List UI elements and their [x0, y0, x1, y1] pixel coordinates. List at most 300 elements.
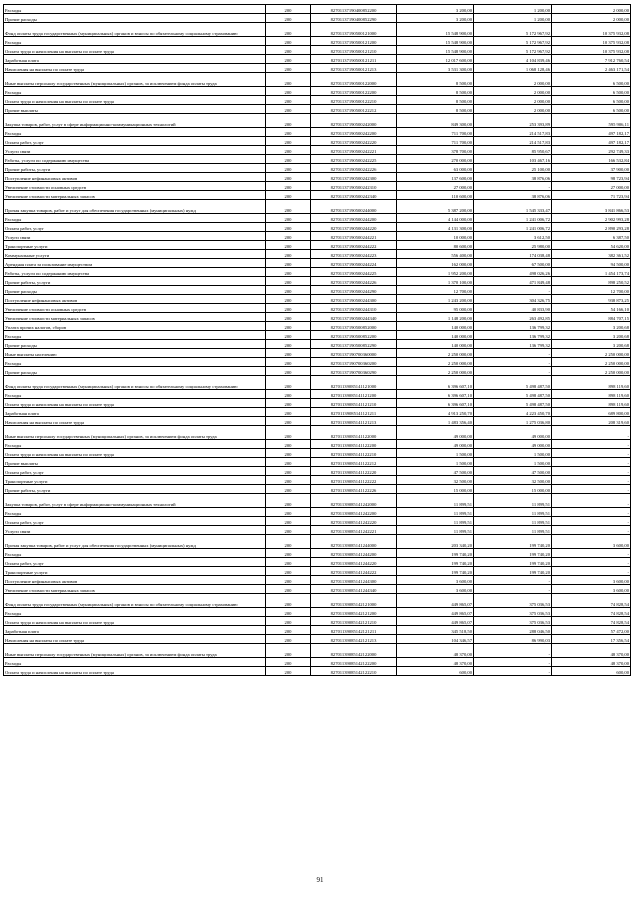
table-row	[4, 182, 631, 191]
line-code-cell: 200	[266, 64, 311, 73]
line-code-cell: 200	[266, 5, 311, 14]
table-row	[4, 508, 631, 517]
remaining-amount-cell: -	[552, 458, 631, 467]
line-code-cell: 200	[266, 155, 311, 164]
approved-amount-cell: 11 899,51	[397, 526, 474, 535]
budget-code-cell: 82701139085141244000	[311, 535, 397, 549]
budget-code-cell: 82701139085141122220	[311, 467, 397, 476]
line-code-cell: 200	[266, 349, 311, 358]
executed-amount-cell: 4 104 839,46	[474, 55, 552, 64]
table-row	[4, 376, 631, 390]
table-row	[4, 295, 631, 304]
item-name-cell: Поступление нефинансовых активов	[4, 576, 266, 585]
table-row	[4, 340, 631, 349]
remaining-amount-cell: 292 749,33	[552, 146, 631, 155]
executed-amount-cell: 2 000,00	[474, 73, 552, 87]
table-row	[4, 576, 631, 585]
budget-code-cell: 82701137190500122212	[311, 105, 397, 114]
table-row	[4, 5, 631, 14]
line-code-cell: 200	[266, 390, 311, 399]
line-code-cell: 200	[266, 485, 311, 494]
remaining-amount-cell: 2 250 000,00	[552, 349, 631, 358]
line-code-cell: 200	[266, 200, 311, 214]
approved-amount-cell: 3 200,00	[397, 14, 474, 23]
line-code-cell: 200	[266, 14, 311, 23]
remaining-amount-cell: 898 119,60	[552, 376, 631, 390]
line-code-cell: 200	[266, 241, 311, 250]
executed-amount-cell: 25 980,00	[474, 241, 552, 250]
item-name-cell: Уплата прочих налогов, сборов	[4, 322, 266, 331]
executed-amount-cell: -	[474, 658, 552, 667]
budget-code-cell: 82701139085141244300	[311, 576, 397, 585]
line-code-cell: 200	[266, 376, 311, 390]
approved-amount-cell: 449 865,07	[397, 594, 474, 608]
table-row	[4, 658, 631, 667]
executed-amount-cell: -	[474, 576, 552, 585]
budget-code-cell: 82701137190500244340	[311, 313, 397, 322]
approved-amount-cell: 199 740,20	[397, 549, 474, 558]
approved-amount-cell: 3 600,00	[397, 585, 474, 594]
table-row	[4, 128, 631, 137]
executed-amount-cell: 288 046,50	[474, 626, 552, 635]
executed-amount-cell: 1 068 128,46	[474, 64, 552, 73]
budget-code-cell: 82701137190700360000	[311, 349, 397, 358]
remaining-amount-cell: 1 454 173,74	[552, 268, 631, 277]
remaining-amount-cell: 884 707,15	[552, 313, 631, 322]
table-row	[4, 46, 631, 55]
approved-amount-cell: 1 500,00	[397, 458, 474, 467]
item-name-cell: Увеличение стоимости материальных запасов	[4, 585, 266, 594]
remaining-amount-cell: 2 902 993,28	[552, 214, 631, 223]
approved-amount-cell: 110 600,00	[397, 191, 474, 200]
table-row	[4, 399, 631, 408]
budget-code-cell: 82701139085141122200	[311, 440, 397, 449]
table-row	[4, 567, 631, 576]
approved-amount-cell: 556 400,00	[397, 250, 474, 259]
item-name-cell: Фонд оплаты труда государственных (муниципальных) органов и взносы по обязательному социальному страхованию	[4, 594, 266, 608]
item-name-cell: Прочая закупка товаров, работ и услуг для обеспечения государственных (муниципальных) нужд	[4, 200, 266, 214]
line-code-cell: 200	[266, 549, 311, 558]
executed-amount-cell: 136 799,32	[474, 322, 552, 331]
item-name-cell: Расходы	[4, 508, 266, 517]
remaining-amount-cell: 6 387,50	[552, 232, 631, 241]
budget-code-cell: 82701137190500244225	[311, 268, 397, 277]
line-code-cell: 200	[266, 535, 311, 549]
executed-amount-cell: -	[474, 585, 552, 594]
table-row	[4, 367, 631, 376]
item-name-cell: Расходы	[4, 5, 266, 14]
line-code-cell: 200	[266, 114, 311, 128]
executed-amount-cell: 5 498 487,50	[474, 376, 552, 390]
remaining-amount-cell: 94 500,00	[552, 259, 631, 268]
executed-amount-cell: 375 036,53	[474, 594, 552, 608]
executed-amount-cell: 375 036,53	[474, 608, 552, 617]
approved-amount-cell: 49 000,00	[397, 426, 474, 440]
table-row	[4, 164, 631, 173]
budget-code-cell: 82701139085141242200	[311, 508, 397, 517]
item-name-cell: Оплата работ, услуг	[4, 137, 266, 146]
line-code-cell: 200	[266, 322, 311, 331]
table-row	[4, 449, 631, 458]
budget-code-cell: 82701137190500122000	[311, 73, 397, 87]
remaining-amount-cell: 17 356,54	[552, 635, 631, 644]
remaining-amount-cell: 3 600,00	[552, 535, 631, 549]
budget-code-cell: 82701137190500852000	[311, 322, 397, 331]
budget-code-cell: 82701137190500121213	[311, 64, 397, 73]
table-row	[4, 535, 631, 549]
approved-amount-cell: 1 483 356,40	[397, 417, 474, 426]
executed-amount-cell: 5 498 487,50	[474, 390, 552, 399]
budget-code-cell: 82701139085141244220	[311, 558, 397, 567]
budget-code-cell: 82701139085141242221	[311, 526, 397, 535]
item-name-cell: Прочие выплаты	[4, 458, 266, 467]
budget-code-cell: 82701139085141242220	[311, 517, 397, 526]
table-row	[4, 241, 631, 250]
approved-amount-cell: 449 865,07	[397, 608, 474, 617]
remaining-amount-cell: 27 000,00	[552, 182, 631, 191]
item-name-cell: Расходы	[4, 358, 266, 367]
remaining-amount-cell: -	[552, 449, 631, 458]
line-code-cell: 200	[266, 449, 311, 458]
item-name-cell: Транспортные услуги	[4, 241, 266, 250]
approved-amount-cell: 1 148 200,00	[397, 313, 474, 322]
line-code-cell: 200	[266, 594, 311, 608]
executed-amount-cell: 1 500,00	[474, 458, 552, 467]
budget-code-cell: 82701139085141121200	[311, 390, 397, 399]
line-code-cell: 200	[266, 408, 311, 417]
executed-amount-cell: 49 000,00	[474, 440, 552, 449]
remaining-amount-cell: 595 906,11	[552, 114, 631, 128]
item-name-cell: Расходы	[4, 440, 266, 449]
budget-code-cell: 82701137190500122210	[311, 96, 397, 105]
budget-code-cell: 82701137190500242226	[311, 164, 397, 173]
approved-amount-cell: 345 518,50	[397, 626, 474, 635]
line-code-cell: 200	[266, 73, 311, 87]
line-code-cell: 200	[266, 304, 311, 313]
budget-code-cell: 82701139085142121200	[311, 608, 397, 617]
approved-amount-cell: 162 000,00	[397, 259, 474, 268]
line-code-cell: 200	[266, 146, 311, 155]
budget-code-cell: 82701139085141122222	[311, 476, 397, 485]
table-row	[4, 467, 631, 476]
table-row	[4, 626, 631, 635]
approved-amount-cell: 15 000,00	[397, 485, 474, 494]
table-row	[4, 667, 631, 676]
executed-amount-cell: 375 036,53	[474, 617, 552, 626]
remaining-amount-cell: 2 250 000,00	[552, 367, 631, 376]
table-row	[4, 517, 631, 526]
table-row	[4, 644, 631, 658]
item-name-cell: Поступление нефинансовых активов	[4, 173, 266, 182]
approved-amount-cell: 6 396 607,10	[397, 399, 474, 408]
line-code-cell: 200	[266, 367, 311, 376]
approved-amount-cell: 1 952 200,00	[397, 268, 474, 277]
item-name-cell: Расходы	[4, 37, 266, 46]
item-name-cell: Оплата труда и начисления на выплаты по оплате труда	[4, 667, 266, 676]
approved-amount-cell: 137 600,00	[397, 173, 474, 182]
remaining-amount-cell: -	[552, 426, 631, 440]
executed-amount-cell: 136 799,32	[474, 331, 552, 340]
line-code-cell: 200	[266, 182, 311, 191]
approved-amount-cell: 4 913 250,70	[397, 408, 474, 417]
approved-amount-cell: 27 000,00	[397, 182, 474, 191]
executed-amount-cell: 4 223 450,70	[474, 408, 552, 417]
executed-amount-cell: 32 500,00	[474, 476, 552, 485]
executed-amount-cell: 253 393,89	[474, 114, 552, 128]
executed-amount-cell: 11 899,51	[474, 526, 552, 535]
item-name-cell: Поступление нефинансовых активов	[4, 295, 266, 304]
table-row	[4, 408, 631, 417]
remaining-amount-cell: 12 700,00	[552, 286, 631, 295]
table-row	[4, 105, 631, 114]
item-name-cell: Оплата труда и начисления на выплаты по оплате труда	[4, 617, 266, 626]
item-name-cell: Заработная плата	[4, 626, 266, 635]
executed-amount-cell: 40 833,90	[474, 304, 552, 313]
item-name-cell: Расходы	[4, 549, 266, 558]
table-row	[4, 268, 631, 277]
remaining-amount-cell: -	[552, 549, 631, 558]
item-name-cell: Прочая закупка товаров, работ и услуг для обеспечения государственных (муниципальных) нужд	[4, 535, 266, 549]
budget-code-cell: 82701139085141244222	[311, 567, 397, 576]
remaining-amount-cell: -	[552, 467, 631, 476]
table-row	[4, 223, 631, 232]
remaining-amount-cell: 6 500,00	[552, 96, 631, 105]
approved-amount-cell: 48 370,00	[397, 658, 474, 667]
executed-amount-cell: 2 000,00	[474, 105, 552, 114]
remaining-amount-cell: 54 166,10	[552, 304, 631, 313]
item-name-cell: Прочие работы, услуги	[4, 164, 266, 173]
approved-amount-cell: 47 500,00	[397, 467, 474, 476]
budget-code-cell: 82701137190500121210	[311, 46, 397, 55]
budget-code-cell: 82701139085141122000	[311, 426, 397, 440]
table-row	[4, 87, 631, 96]
item-name-cell: Увеличение стоимости основных средств	[4, 304, 266, 313]
table-row	[4, 558, 631, 567]
budget-code-cell: 82701137190500242220	[311, 137, 397, 146]
item-name-cell: Начисления на выплаты по оплате труда	[4, 635, 266, 644]
line-code-cell: 200	[266, 358, 311, 367]
line-code-cell: 200	[266, 105, 311, 114]
approved-amount-cell: 6 396 607,10	[397, 390, 474, 399]
budget-code-cell: 82701139085141244200	[311, 549, 397, 558]
approved-amount-cell: 849 300,00	[397, 114, 474, 128]
table-row	[4, 458, 631, 467]
budget-code-cell: 82701137190400852290	[311, 14, 397, 23]
budget-code-cell: 82701139085141242000	[311, 494, 397, 508]
item-name-cell: Увеличение стоимости материальных запасов	[4, 313, 266, 322]
executed-amount-cell: 199 740,20	[474, 535, 552, 549]
executed-amount-cell: 3 612,50	[474, 232, 552, 241]
budget-code-cell: 82701139085142121213	[311, 635, 397, 644]
line-code-cell: 200	[266, 137, 311, 146]
remaining-amount-cell: 3 600,00	[552, 585, 631, 594]
item-name-cell: Оплата работ, услуг	[4, 517, 266, 526]
approved-amount-cell: 49 000,00	[397, 440, 474, 449]
line-code-cell: 200	[266, 164, 311, 173]
approved-amount-cell: 711 700,00	[397, 128, 474, 137]
remaining-amount-cell: -	[552, 485, 631, 494]
table-row	[4, 146, 631, 155]
remaining-amount-cell: -	[552, 567, 631, 576]
approved-amount-cell: 2 250 000,00	[397, 367, 474, 376]
line-code-cell: 200	[266, 617, 311, 626]
remaining-amount-cell: 2 463 171,54	[552, 64, 631, 73]
budget-code-cell: 82701139085142122200	[311, 658, 397, 667]
item-name-cell: Фонд оплаты труда государственных (муниципальных) органов и взносы по обязательному социальному страхованию	[4, 376, 266, 390]
approved-amount-cell: 199 740,20	[397, 558, 474, 567]
item-name-cell: Работы, услуги по содержанию имущества	[4, 268, 266, 277]
line-code-cell: 200	[266, 585, 311, 594]
remaining-amount-cell: -	[552, 494, 631, 508]
approved-amount-cell: 140 000,00	[397, 340, 474, 349]
executed-amount-cell: 174 038,48	[474, 250, 552, 259]
remaining-amount-cell: 7 912 760,54	[552, 55, 631, 64]
executed-amount-cell: 67 500,00	[474, 259, 552, 268]
executed-amount-cell: -	[474, 644, 552, 658]
item-name-cell: Заработная плата	[4, 55, 266, 64]
line-code-cell: 200	[266, 223, 311, 232]
line-code-cell: 200	[266, 46, 311, 55]
budget-code-cell: 82701137190500242200	[311, 128, 397, 137]
budget-code-cell: 82701139085141122210	[311, 449, 397, 458]
approved-amount-cell: 2 250 000,00	[397, 349, 474, 358]
table-row	[4, 617, 631, 626]
item-name-cell: Оплата труда и начисления на выплаты по оплате труда	[4, 399, 266, 408]
table-row	[4, 426, 631, 440]
item-name-cell: Расходы	[4, 331, 266, 340]
remaining-amount-cell: -	[552, 476, 631, 485]
budget-code-cell: 82701137190500121211	[311, 55, 397, 64]
remaining-amount-cell: 74 828,54	[552, 594, 631, 608]
budget-code-cell: 82701137190500242300	[311, 173, 397, 182]
remaining-amount-cell: 48 370,00	[552, 644, 631, 658]
executed-amount-cell: 1 241 006,72	[474, 223, 552, 232]
table-row	[4, 286, 631, 295]
remaining-amount-cell: -	[552, 440, 631, 449]
table-row	[4, 214, 631, 223]
budget-code-cell: 82701137190400852200	[311, 5, 397, 14]
table-row	[4, 476, 631, 485]
table-row	[4, 73, 631, 87]
line-code-cell: 200	[266, 399, 311, 408]
line-code-cell: 200	[266, 191, 311, 200]
budget-code-cell: 82701137190500852200	[311, 331, 397, 340]
approved-amount-cell: 449 865,07	[397, 617, 474, 626]
remaining-amount-cell: 54 620,00	[552, 241, 631, 250]
approved-amount-cell: 11 899,51	[397, 494, 474, 508]
approved-amount-cell: 80 600,00	[397, 241, 474, 250]
table-row	[4, 594, 631, 608]
budget-code-cell: 82701137190500242000	[311, 114, 397, 128]
budget-code-cell: 82701137190500244000	[311, 200, 397, 214]
budget-code-cell: 82701139085141122212	[311, 458, 397, 467]
remaining-amount-cell: 10 375 932,08	[552, 23, 631, 37]
executed-amount-cell: 86 990,03	[474, 635, 552, 644]
line-code-cell: 200	[266, 558, 311, 567]
item-name-cell: Расходы	[4, 214, 266, 223]
executed-amount-cell: 103 467,16	[474, 155, 552, 164]
budget-code-cell: 82701137190500242340	[311, 191, 397, 200]
budget-code-cell: 82701137190500244300	[311, 295, 397, 304]
budget-code-cell: 82701137190500244220	[311, 223, 397, 232]
item-name-cell: Закупка товаров, работ, услуг в сфере информационно-коммуникационных технологий	[4, 494, 266, 508]
item-name-cell: Начисления на выплаты по оплате труда	[4, 64, 266, 73]
remaining-amount-cell: 600,00	[552, 667, 631, 676]
executed-amount-cell: 1 500,00	[474, 449, 552, 458]
remaining-amount-cell: 3 200,68	[552, 340, 631, 349]
executed-amount-cell: 38 876,06	[474, 191, 552, 200]
item-name-cell: Заработная плата	[4, 408, 266, 417]
item-name-cell: Иные выплаты персоналу государственных (муниципальных) органов, за исключением фонда оплаты труда	[4, 73, 266, 87]
approved-amount-cell: 270 000,00	[397, 155, 474, 164]
approved-amount-cell: 8 500,00	[397, 73, 474, 87]
line-code-cell: 200	[266, 458, 311, 467]
table-row	[4, 259, 631, 268]
executed-amount-cell: -	[474, 286, 552, 295]
executed-amount-cell: 25 100,00	[474, 164, 552, 173]
line-code-cell: 200	[266, 331, 311, 340]
table-row	[4, 64, 631, 73]
table-row	[4, 526, 631, 535]
line-code-cell: 200	[266, 467, 311, 476]
remaining-amount-cell: 37 900,00	[552, 164, 631, 173]
budget-code-cell: 82701137190500242221	[311, 146, 397, 155]
executed-amount-cell: 2 000,00	[474, 87, 552, 96]
item-name-cell: Прочие расходы	[4, 14, 266, 23]
item-name-cell: Прочие работы, услуги	[4, 485, 266, 494]
budget-code-cell: 82701137190500121000	[311, 23, 397, 37]
approved-amount-cell: 12 017 600,00	[397, 55, 474, 64]
item-name-cell: Увеличение стоимости материальных запасов	[4, 191, 266, 200]
approved-amount-cell: 600,00	[397, 667, 474, 676]
budget-code-cell: 82701137190500244223	[311, 250, 397, 259]
remaining-amount-cell: 898 119,60	[552, 390, 631, 399]
remaining-amount-cell: 3 200,68	[552, 331, 631, 340]
remaining-amount-cell: -	[552, 558, 631, 567]
table-row	[4, 349, 631, 358]
approved-amount-cell: 2 250 000,00	[397, 358, 474, 367]
executed-amount-cell: -	[474, 349, 552, 358]
approved-amount-cell: 5 387 200,00	[397, 200, 474, 214]
remaining-amount-cell: 57 472,00	[552, 626, 631, 635]
budget-code-cell: 82701139085141121213	[311, 417, 397, 426]
remaining-amount-cell: 10 375 932,08	[552, 37, 631, 46]
line-code-cell: 200	[266, 667, 311, 676]
executed-amount-cell: 47 500,00	[474, 467, 552, 476]
approved-amount-cell: 203 340,20	[397, 535, 474, 549]
item-name-cell: Расходы	[4, 87, 266, 96]
remaining-amount-cell: 497 182,17	[552, 128, 631, 137]
item-name-cell: Иные выплаты населению	[4, 349, 266, 358]
approved-amount-cell: 15 548 900,00	[397, 23, 474, 37]
remaining-amount-cell: 3 200,68	[552, 322, 631, 331]
approved-amount-cell: 11 899,51	[397, 517, 474, 526]
remaining-amount-cell: 898 250,52	[552, 277, 631, 286]
executed-amount-cell: -	[474, 182, 552, 191]
budget-code-cell: 82701137190500121200	[311, 37, 397, 46]
budget-code-cell: 82701137190500852290	[311, 340, 397, 349]
line-code-cell: 200	[266, 658, 311, 667]
budget-code-cell: 82701137190500244221	[311, 232, 397, 241]
item-name-cell: Арендная плата за пользование имуществом	[4, 259, 266, 268]
table-row	[4, 304, 631, 313]
budget-code-cell: 82701137190500242225	[311, 155, 397, 164]
approved-amount-cell: 6 396 607,10	[397, 376, 474, 390]
budget-code-cell: 82701137190700360290	[311, 367, 397, 376]
item-name-cell: Увеличение стоимости основных средств	[4, 182, 266, 191]
item-name-cell: Оплата труда и начисления на выплаты по оплате труда	[4, 449, 266, 458]
line-code-cell: 200	[266, 286, 311, 295]
